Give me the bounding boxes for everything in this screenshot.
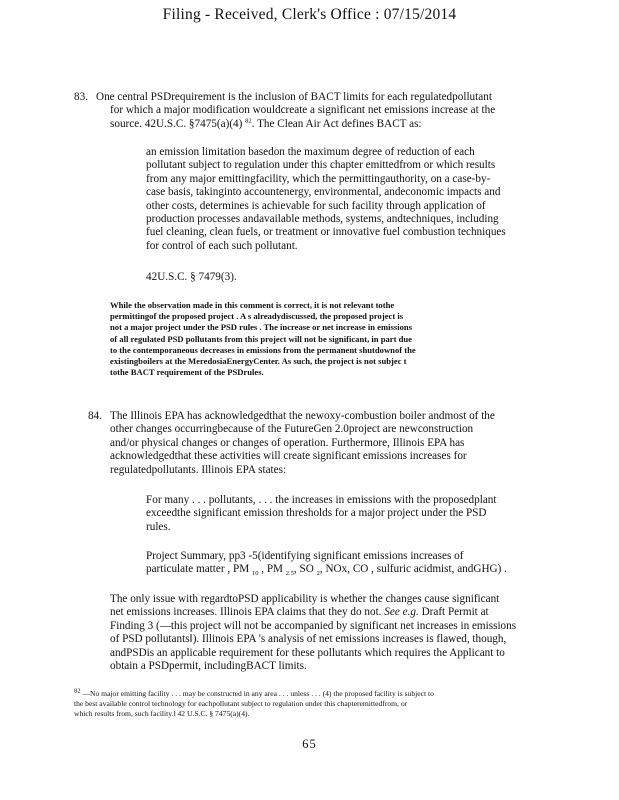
paragraph-83-line-2: for which a major modification wouldcreate a significant net emissions increase at the bbox=[110, 104, 496, 117]
footnote-number: 82 bbox=[74, 687, 81, 695]
response-line: of all regulated PSD pollutants from this project will not be significant, in part due bbox=[110, 333, 412, 344]
quote-line: exceedthe significant emission thresholds for a major project under the PSD bbox=[146, 507, 487, 520]
response-line: permittingof the proposed project . A s alreadydiscussed, the proposed project is bbox=[110, 311, 404, 322]
footnote-line: which results from, such facility.‖ 42 U.S.C. § 7475(a)(4). bbox=[74, 709, 250, 718]
subscript: 2 bbox=[316, 570, 320, 578]
paragraph-number: 84. bbox=[88, 410, 102, 422]
quote-citation: 42U.S.C. § 7479(3). bbox=[146, 271, 237, 283]
paragraph-line: net emissions increases. Illinois EPA claims that they do not. See e.g. Draft Permit at bbox=[110, 606, 489, 619]
quote-line: production processes andavailable methods, systems, andtechniques, including bbox=[146, 213, 499, 226]
paragraph-83-line-1: 83. One central PSDrequirement is the inclusion of BACT limits for each regulatedpollutant bbox=[74, 91, 492, 103]
quote-line: case basis, takinginto accountenergy, environmental, andeconomic impacts and bbox=[146, 186, 501, 199]
quote-line: fuel cleaning, clean fuels, or treatment or innovative fuel combustion techniques bbox=[146, 226, 506, 239]
response-line: to the contemporaneous decreases in emissions from the permanent shutdownof the bbox=[110, 344, 416, 355]
paragraph-83 bbox=[74, 91, 544, 131]
paragraph-line: of PSD pollutants‖). Illinois EPA 's analysis of net emissions increases is flawed, though, bbox=[110, 633, 507, 646]
citation-signal: See e.g. bbox=[384, 606, 419, 619]
response-line: While the observation made in this comment is correct, it is not relevant tothe bbox=[110, 300, 395, 310]
paragraph-84-line: and/or physical changes or changes of operation. Furthermore, Illinois EPA has bbox=[110, 436, 465, 449]
paragraph-83-line-3: source. 42U.S.C. §7475(a)(4) $^{82}$. The Clean Air Act defines BACT as: bbox=[110, 117, 422, 130]
page-number: 65 bbox=[302, 737, 317, 751]
paragraph-line: obtain a PSDpermit, includingBACT limits. bbox=[110, 660, 307, 673]
paragraph-line: The only issue with regardtoPSD applicability is whether the changes cause significant bbox=[110, 593, 500, 605]
citation-line: particulate matter , PM $_{10}$ , PM $_{2.5}$, SO $_2$, NOx, CO , sulfuric acidmist, andGHG) . bbox=[146, 563, 507, 578]
response-line: not a major project under the PSD rules . The increase or net increase in emissions bbox=[110, 322, 413, 333]
subscript: 2.5 bbox=[285, 570, 294, 578]
quote-line: an emission limitation basedon the maximum degree of reduction of each bbox=[146, 146, 475, 158]
paragraph-line: andPSDis an applicable requirement for these pollutants which requires the Applicant to bbox=[110, 646, 505, 659]
applicability-paragraph bbox=[110, 593, 546, 673]
agency-response bbox=[110, 300, 540, 378]
quote-line: pollutant subject to regulation under this chapter emittedfrom or which results bbox=[146, 159, 496, 172]
paragraph-84-line-1: 84. The Illinois EPA has acknowledgedthat the newoxy-combustion boiler andmost of the bbox=[88, 410, 495, 422]
paragraph-number: 83. bbox=[74, 91, 88, 103]
pollutants-quote bbox=[146, 494, 546, 534]
quote-line: rules. bbox=[146, 520, 171, 533]
subscript: 10 bbox=[251, 570, 259, 578]
bact-definition-quote bbox=[146, 146, 536, 253]
citation-line: Project Summary, pp3 -5(identifying significant emissions increases of bbox=[146, 550, 464, 562]
paragraph-84-line: regulatedpollutants. Illinois EPA states: bbox=[110, 463, 287, 476]
quote-line: from any major emittingfacility, which the permittingauthority, on a case-by- bbox=[146, 172, 491, 185]
filing-header: Filing - Received, Clerk's Office : 07/15/2014 bbox=[162, 6, 457, 23]
response-line: existingboilers at the MeredosiaEnergyCenter. As such, the project is not subjec t bbox=[110, 356, 407, 367]
response-line: tothe BACT requirement of the PSDrules. bbox=[110, 367, 264, 378]
paragraph-line: Finding 3 (—this project will not be accompanied by significant net increases in emissions bbox=[110, 619, 517, 632]
paragraph-84 bbox=[88, 410, 548, 477]
quote-line: for control of each such pollutant. bbox=[146, 239, 298, 252]
project-summary-citation bbox=[146, 550, 546, 577]
footnote-line: the best available control technology for eachpollutant subject to regulation under this chapteremittedfrom, or bbox=[74, 699, 408, 708]
paragraph-84-line: other changes occurringbecause of the FutureGen 2.0project are newconstruction bbox=[110, 423, 474, 436]
quote-line: other costs, determines is achievable for such facility through application of bbox=[146, 199, 486, 212]
footnote-reference: 82 bbox=[245, 117, 252, 125]
quote-line: For many . . . pollutants, . . . the increases in emissions with the proposedplant bbox=[146, 494, 497, 506]
footnote-82 bbox=[74, 689, 544, 719]
paragraph-84-line: acknowledgedthat these activities will create significant emissions increases for bbox=[110, 450, 467, 463]
footnote-line: $^{82}$ —No major emitting facility . . . may be constructed in any area . . . unless . . . (4) the proposed facility is subject to bbox=[74, 687, 434, 698]
